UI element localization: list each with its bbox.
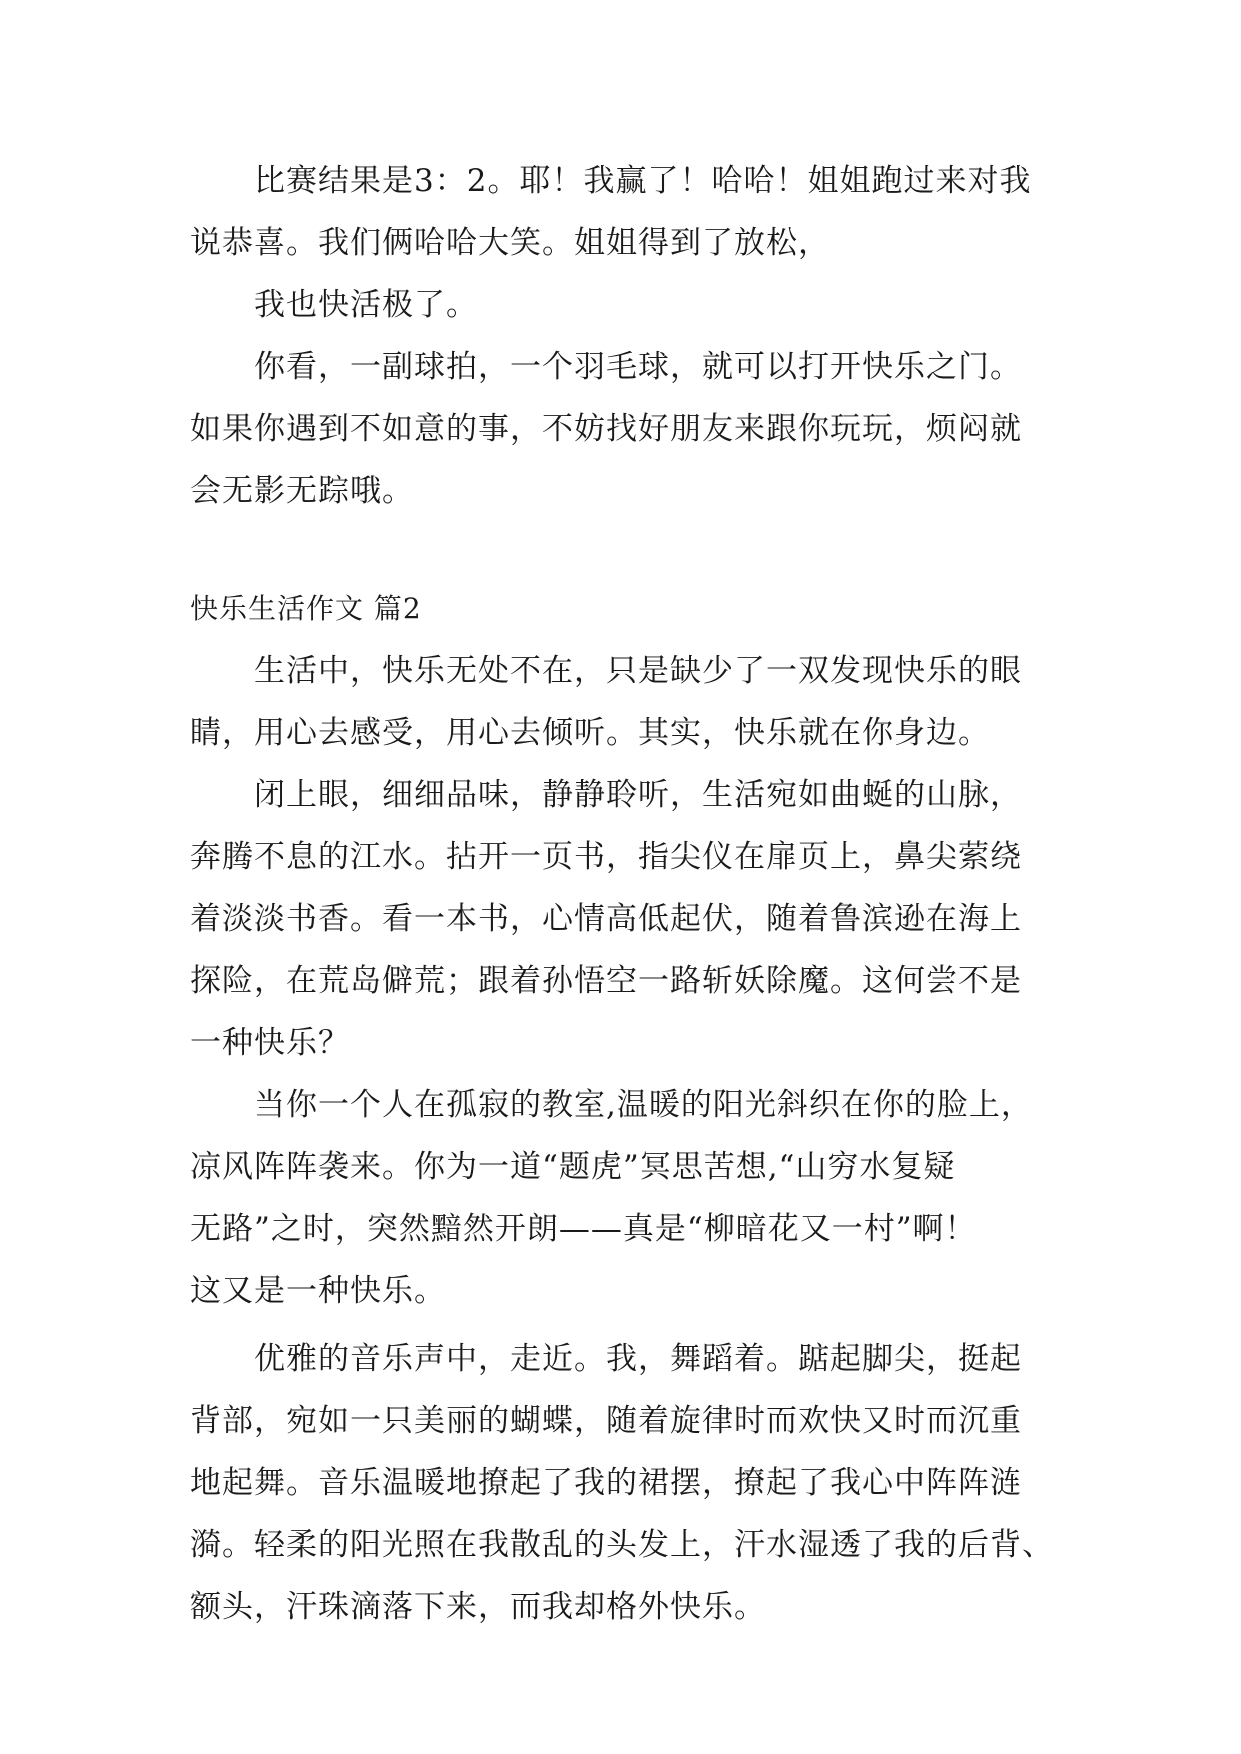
paragraph-line: 无路”之时，突然黯然开朗——真是“柳暗花又一村”啊！ [190,1211,977,1247]
paragraph-line: 额头，汗珠滴落下来，而我却格外快乐。 [190,1589,766,1625]
paragraph-conclusion [190,336,1050,522]
section-heading: 快乐生活作文 篇2 [190,592,422,625]
paragraph-line: 闭上眼，细细品味，静静聆听，生活宛如曲蜒的山脉， [254,777,1022,813]
paragraph-line: 这又是一种快乐。 [190,1273,446,1309]
paragraph-line: 生活中，快乐无处不在，只是缺少了一双发现快乐的眼 [254,653,1022,689]
paragraph-line: 优雅的音乐声中，走近。我，舞蹈着。踮起脚尖，挺起 [254,1341,1022,1377]
paragraph-intro [190,640,1050,764]
paragraph-happy [190,274,1050,336]
section-2 [190,578,1054,1638]
paragraph-line: 背部，宛如一只美丽的蝴蝶，随着旋律时而欢快又时而沉重 [190,1403,1022,1439]
document-page [190,150,1054,1638]
paragraph-line: 一种快乐？ [190,1025,350,1061]
section-gap [190,522,1050,578]
paragraph-line: 睛，用心去感受，用心去倾听。其实，快乐就在你身边。 [190,715,990,751]
paragraph-line: 我也快活极了。 [254,287,478,323]
paragraph-line: 比赛结果是3：2。耶！我赢了！哈哈！姐姐跑过来对我 [254,163,1032,199]
paragraph-classroom [190,1074,1050,1322]
paragraph-dance [190,1328,1054,1638]
paragraph-line: 奔腾不息的江水。拈开一页书，指尖仪在扉页上，鼻尖萦绕 [190,839,1022,875]
paragraph-line: 会无影无踪哦。 [190,473,414,509]
paragraph-line: 说恭喜。我们俩哈哈大笑。姐姐得到了放松， [190,225,830,261]
paragraph-line: 如果你遇到不如意的事，不妨找好朋友来跟你玩玩，烦闷就 [190,411,1022,447]
paragraph-line: 你看，一副球拍，一个羽毛球，就可以打开快乐之门。 [254,349,1022,385]
paragraph-line: 当你一个人在孤寂的教室,温暖的阳光斜织在你的脸上， [254,1087,1033,1123]
paragraph-line: 漪。轻柔的阳光照在我散乱的头发上，汗水湿透了我的后背、 [190,1527,1054,1563]
paragraph-line: 着淡淡书香。看一本书，心情高低起伏，随着鲁滨逊在海上 [190,901,1022,937]
paragraph-reading [190,764,1050,1074]
paragraph-line: 地起舞。音乐温暖地撩起了我的裙摆，撩起了我心中阵阵涟 [190,1465,1022,1501]
paragraph-result [190,150,1050,274]
section-1 [190,150,1050,522]
paragraph-line: 凉风阵阵袭来。你为一道“题虎”冥思苦想,“山穷水复疑 [190,1149,956,1185]
paragraph-line: 探险，在荒岛僻荒；跟着孙悟空一路斩妖除魔。这何尝不是 [190,963,1022,999]
